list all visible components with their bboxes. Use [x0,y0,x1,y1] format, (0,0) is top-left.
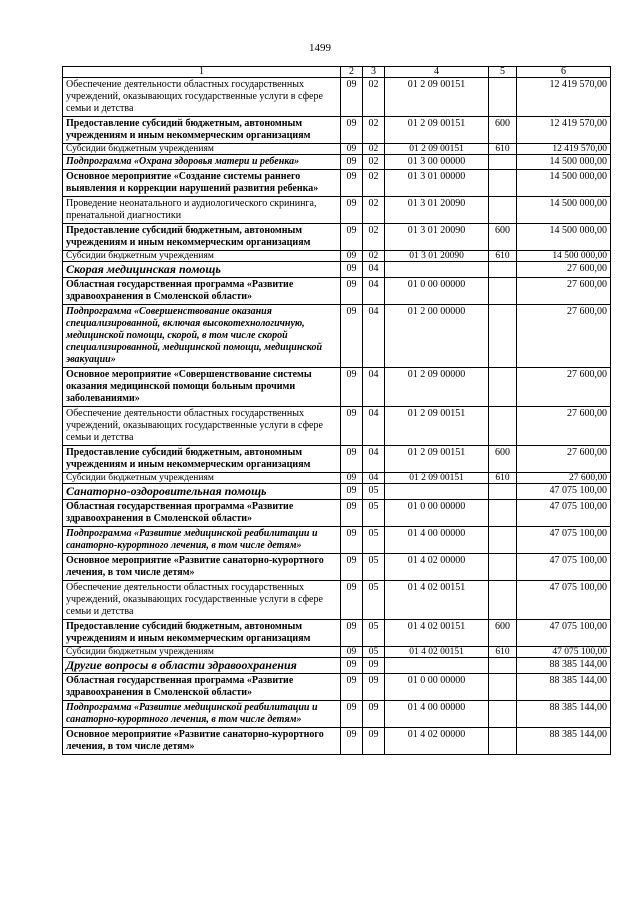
row-section-code: 09 [341,224,363,251]
row-name: Основное мероприятие «Создание системы раннего выявления и коррекции нарушений развития ребенка» [63,170,341,197]
row-target-code: 01 3 01 20090 [385,224,489,251]
row-subsection-code: 05 [363,554,385,581]
header-col-4: 4 [385,67,489,78]
row-expense-type: 600 [489,446,517,473]
row-name: Подпрограмма «Развитие медицинской реабилитации и санаторно-курортного лечения, в том числе детям» [63,527,341,554]
row-expense-type: 610 [489,251,517,262]
row-name: Субсидии бюджетным учреждениям [63,647,341,658]
table-row [63,368,611,407]
row-name: Обеспечение деятельности областных государственных учреждений, оказывающих государственные услуги в сфере семьи и детства [63,78,341,117]
row-target-code: 01 2 09 00151 [385,407,489,446]
table-row [63,484,611,500]
row-expense-type [489,527,517,554]
header-col-6: 6 [517,67,611,78]
table-row [63,407,611,446]
row-expense-type [489,554,517,581]
row-subsection-code: 04 [363,262,385,278]
row-amount: 88 385 144,00 [517,674,611,701]
row-amount: 47 075 100,00 [517,554,611,581]
row-name: Субсидии бюджетным учреждениям [63,144,341,155]
row-section-code: 09 [341,368,363,407]
row-target-code: 01 2 09 00151 [385,117,489,144]
row-subsection-code: 02 [363,155,385,170]
row-expense-type [489,701,517,728]
row-section-code: 09 [341,701,363,728]
table-row [63,728,611,755]
row-name: Основное мероприятие «Развитие санаторно-курортного лечения, в том числе детям» [63,554,341,581]
row-name: Подпрограмма «Охрана здоровья матери и ребенка» [63,155,341,170]
table-row [63,144,611,155]
row-amount: 14 500 000,00 [517,170,611,197]
row-subsection-code: 02 [363,224,385,251]
row-amount: 88 385 144,00 [517,701,611,728]
row-amount: 27 600,00 [517,446,611,473]
row-target-code: 01 4 00 00000 [385,701,489,728]
table-row [63,251,611,262]
row-expense-type: 610 [489,144,517,155]
row-expense-type: 600 [489,117,517,144]
row-target-code: 01 2 09 00151 [385,446,489,473]
row-subsection-code: 04 [363,407,385,446]
row-name: Основное мероприятие «Развитие санаторно-курортного лечения, в том числе детям» [63,728,341,755]
row-name: Скорая медицинская помощь [63,262,341,278]
row-name: Областная государственная программа «Развитие здравоохранения в Смоленской области» [63,674,341,701]
row-name: Предоставление субсидий бюджетным, автономным учреждениям и иным некоммерческим организациям [63,224,341,251]
row-amount: 14 500 000,00 [517,197,611,224]
row-amount: 88 385 144,00 [517,658,611,674]
table-row [63,305,611,368]
row-target-code: 01 4 02 00151 [385,620,489,647]
table-row [63,446,611,473]
row-amount: 47 075 100,00 [517,620,611,647]
row-target-code: 01 3 01 20090 [385,251,489,262]
table-row [63,197,611,224]
row-section-code: 09 [341,262,363,278]
row-section-code: 09 [341,305,363,368]
row-target-code: 01 0 00 00000 [385,500,489,527]
row-subsection-code: 05 [363,647,385,658]
row-target-code: 01 2 09 00151 [385,473,489,484]
table-row [63,658,611,674]
table-header-row [63,67,611,78]
header-col-3: 3 [363,67,385,78]
row-subsection-code: 04 [363,368,385,407]
row-subsection-code: 02 [363,251,385,262]
row-section-code: 09 [341,446,363,473]
row-expense-type [489,368,517,407]
row-amount: 27 600,00 [517,473,611,484]
row-target-code [385,484,489,500]
table-row [63,647,611,658]
table-row [63,554,611,581]
row-target-code [385,658,489,674]
row-name: Подпрограмма «Развитие медицинской реабилитации и санаторно-курортного лечения, в том числе детям» [63,701,341,728]
row-name: Обеспечение деятельности областных государственных учреждений, оказывающих государственные услуги в сфере семьи и детства [63,407,341,446]
row-name: Подпрограмма «Совершенствование оказания специализированной, включая высокотехнологичную, медицинской помощи, скорой, в том числе скорой специализированной, медицинской помощи, медицинской эвакуации» [63,305,341,368]
row-expense-type: 600 [489,620,517,647]
row-expense-type [489,197,517,224]
row-expense-type [489,484,517,500]
row-target-code: 01 4 02 00151 [385,647,489,658]
row-section-code: 09 [341,620,363,647]
row-name: Субсидии бюджетным учреждениям [63,251,341,262]
header-col-2: 2 [341,67,363,78]
row-section-code: 09 [341,278,363,305]
row-section-code: 09 [341,197,363,224]
row-section-code: 09 [341,658,363,674]
row-target-code: 01 4 02 00000 [385,728,489,755]
row-subsection-code: 04 [363,278,385,305]
row-section-code: 09 [341,500,363,527]
row-target-code: 01 4 02 00151 [385,581,489,620]
row-target-code: 01 3 01 00000 [385,170,489,197]
row-section-code: 09 [341,170,363,197]
row-name: Проведение неонатального и аудиологического скрининга, пренатальной диагностики [63,197,341,224]
row-subsection-code: 02 [363,144,385,155]
row-section-code: 09 [341,527,363,554]
row-name: Областная государственная программа «Развитие здравоохранения в Смоленской области» [63,278,341,305]
row-section-code: 09 [341,473,363,484]
table-body [63,78,611,755]
row-name: Обеспечение деятельности областных государственных учреждений, оказывающих государственные услуги в сфере семьи и детства [63,581,341,620]
row-amount: 14 500 000,00 [517,155,611,170]
table-row [63,500,611,527]
row-subsection-code: 04 [363,473,385,484]
table-row [63,473,611,484]
row-section-code: 09 [341,78,363,117]
row-expense-type: 610 [489,473,517,484]
row-section-code: 09 [341,484,363,500]
row-section-code: 09 [341,144,363,155]
row-expense-type [489,170,517,197]
row-section-code: 09 [341,554,363,581]
row-name: Другие вопросы в области здравоохранения [63,658,341,674]
row-target-code: 01 0 00 00000 [385,674,489,701]
table-row [63,262,611,278]
row-amount: 47 075 100,00 [517,527,611,554]
row-amount: 47 075 100,00 [517,581,611,620]
row-amount: 27 600,00 [517,407,611,446]
row-target-code: 01 3 01 20090 [385,197,489,224]
row-subsection-code: 04 [363,305,385,368]
row-subsection-code: 02 [363,170,385,197]
table-row [63,117,611,144]
budget-table [62,66,611,755]
row-section-code: 09 [341,117,363,144]
table-row [63,224,611,251]
row-subsection-code: 09 [363,701,385,728]
row-section-code: 09 [341,728,363,755]
row-subsection-code: 04 [363,446,385,473]
row-expense-type [489,278,517,305]
row-expense-type [489,581,517,620]
row-subsection-code: 09 [363,728,385,755]
row-target-code: 01 4 00 00000 [385,527,489,554]
row-target-code: 01 2 09 00151 [385,78,489,117]
row-section-code: 09 [341,581,363,620]
table-row [63,170,611,197]
row-amount: 12 419 570,00 [517,117,611,144]
table-row [63,78,611,117]
row-amount: 27 600,00 [517,262,611,278]
row-name: Областная государственная программа «Развитие здравоохранения в Смоленской области» [63,500,341,527]
row-expense-type: 600 [489,224,517,251]
row-expense-type [489,407,517,446]
row-name: Предоставление субсидий бюджетным, автономным учреждениям и иным некоммерческим организациям [63,620,341,647]
row-target-code [385,262,489,278]
row-subsection-code: 02 [363,117,385,144]
row-expense-type [489,500,517,527]
row-amount: 27 600,00 [517,278,611,305]
table-row [63,701,611,728]
row-target-code: 01 4 02 00000 [385,554,489,581]
row-expense-type [489,78,517,117]
row-section-code: 09 [341,251,363,262]
table-row [63,155,611,170]
row-expense-type: 610 [489,647,517,658]
row-subsection-code: 05 [363,527,385,554]
row-name: Предоставление субсидий бюджетным, автономным учреждениям и иным некоммерческим организациям [63,446,341,473]
row-section-code: 09 [341,155,363,170]
row-name: Субсидии бюджетным учреждениям [63,473,341,484]
row-amount: 12 419 570,00 [517,78,611,117]
row-target-code: 01 0 00 00000 [385,278,489,305]
row-subsection-code: 05 [363,500,385,527]
header-col-5: 5 [489,67,517,78]
row-expense-type [489,658,517,674]
row-amount: 47 075 100,00 [517,484,611,500]
row-amount: 88 385 144,00 [517,728,611,755]
row-amount: 12 419 570,00 [517,144,611,155]
row-target-code: 01 2 09 00151 [385,144,489,155]
row-subsection-code: 09 [363,658,385,674]
row-target-code: 01 2 09 00000 [385,368,489,407]
row-expense-type [489,262,517,278]
row-subsection-code: 02 [363,197,385,224]
row-amount: 14 500 000,00 [517,224,611,251]
row-name: Предоставление субсидий бюджетным, автономным учреждениям и иным некоммерческим организациям [63,117,341,144]
header-col-1: 1 [63,67,341,78]
table-row [63,278,611,305]
row-name: Основное мероприятие «Совершенствование системы оказания медицинской помощи больным прочими заболеваниями» [63,368,341,407]
row-expense-type [489,155,517,170]
row-expense-type [489,674,517,701]
row-section-code: 09 [341,407,363,446]
row-subsection-code: 05 [363,581,385,620]
row-amount: 47 075 100,00 [517,647,611,658]
row-amount: 27 600,00 [517,368,611,407]
page-number: 1499 [309,42,331,54]
row-subsection-code: 05 [363,484,385,500]
row-name: Санаторно-оздоровительная помощь [63,484,341,500]
row-amount: 27 600,00 [517,305,611,368]
row-expense-type [489,305,517,368]
row-target-code: 01 3 00 00000 [385,155,489,170]
row-subsection-code: 05 [363,620,385,647]
table-row [63,581,611,620]
row-target-code: 01 2 00 00000 [385,305,489,368]
table-row [63,620,611,647]
row-amount: 47 075 100,00 [517,500,611,527]
row-expense-type [489,728,517,755]
table-row [63,527,611,554]
row-section-code: 09 [341,674,363,701]
row-section-code: 09 [341,647,363,658]
table-row [63,674,611,701]
row-subsection-code: 09 [363,674,385,701]
row-subsection-code: 02 [363,78,385,117]
row-amount: 14 500 000,00 [517,251,611,262]
